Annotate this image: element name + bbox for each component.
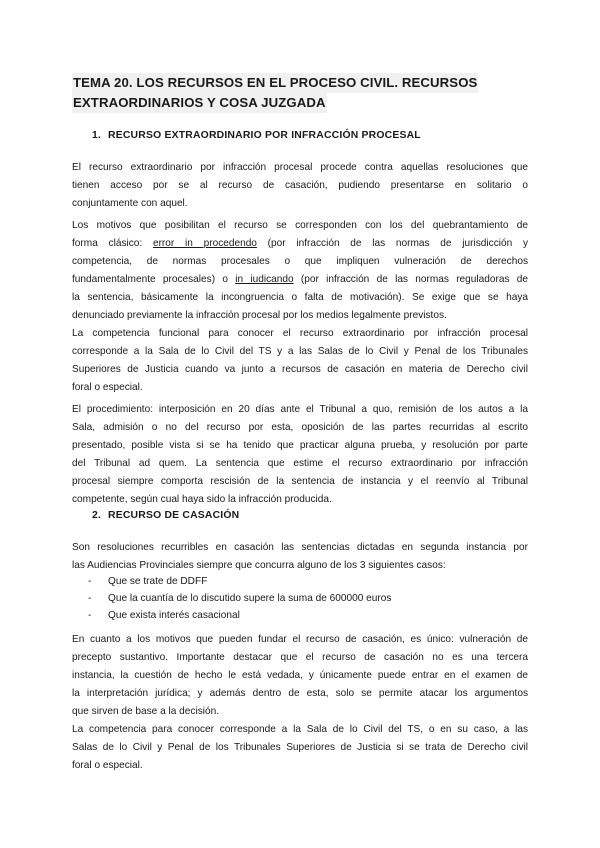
list-item: - Que exista interés casacional <box>88 610 240 621</box>
text-line: En cuanto a los motivos que pueden fundar el recurso de casación, es único: vulneración de <box>72 634 528 645</box>
s1-paragraph-1 <box>72 159 528 213</box>
title-line-1: TEMA 20. LOS RECURSOS EN EL PROCESO CIVIL. RECURSOS <box>72 73 478 93</box>
text-line: competencia, de normas procesales o que impliquen vulneración de derechos <box>72 256 528 267</box>
section-2-heading <box>92 510 239 521</box>
text-line: foral o especial. <box>72 382 143 393</box>
list-item-text: Que la cuantía de lo discutido supere la suma de 600000 euros <box>108 593 392 604</box>
text-line: El procedimiento: interposición en 20 días ante el Tribunal a quo, remisión de los autos a la <box>72 404 528 415</box>
text-fragment: forma clásico: <box>72 238 153 249</box>
text-line: El recurso extraordinario por infracción procesal procede contra aquellas resoluciones que <box>72 162 528 173</box>
list-item-text: Que exista interés casacional <box>108 610 240 621</box>
page-title <box>72 73 532 113</box>
text-line: que sirven de base a la decisión. <box>72 706 220 717</box>
list-item: - Que la cuantía de lo discutido supere la suma de 600000 euros <box>88 593 392 604</box>
text-line: Los motivos que posibilitan el recurso se corresponden con los del quebrantamiento de <box>72 220 528 231</box>
text-line: denunciado previamente la infracción procesal por los medios legalmente previstos. <box>72 310 447 321</box>
text-line: la interpretación jurídica; y además dentro de esta, solo se permite atacar los argumentos <box>72 688 528 699</box>
s1-paragraph-2 <box>72 217 528 325</box>
text-fragment: (por infracción de las normas de jurisdicción y <box>256 238 528 249</box>
text-line: La competencia funcional para conocer el recurso extraordinario por infracción procesal <box>72 328 528 339</box>
text-fragment: (por infracción de las normas reguladoras de <box>293 274 529 285</box>
s2-bullet-list <box>88 573 391 624</box>
s1-paragraph-4 <box>72 401 528 509</box>
section-2-number: 2. <box>92 510 102 521</box>
text-line: corresponde a la Sala de lo Civil del TS y a las Salas de lo Civil y Penal de los Tribunales <box>72 346 528 357</box>
section-1-heading <box>92 130 421 141</box>
text-line: La competencia para conocer corresponde a la Sala de lo Civil del TS, o en su caso, a las <box>72 724 528 735</box>
text-line: presentado, posible vista si se ha tenido que practicar alguna prueba, y resolución por parte <box>72 440 528 451</box>
list-item-text: Que se trate de DDFF <box>108 576 208 587</box>
text-line: tienen acceso por se al recurso de casación, pudiendo presentarse en solitario o <box>72 180 528 191</box>
section-1-title: RECURSO EXTRAORDINARIO POR INFRACCIÓN PROCESAL <box>108 130 421 141</box>
s2-paragraph-2 <box>72 631 528 721</box>
text-line: Salas de lo Civil y Penal de los Tribunales Superiores de Justicia si se trata de Derecho civil <box>72 742 528 753</box>
text-line: del Tribunal ad quem. La sentencia que estime el recurso extraordinario por infracción <box>72 458 528 469</box>
text-line: la sentencia, básicamente la incongruencia o falta de motivación). Se exige que se haya <box>72 292 528 303</box>
text-line: foral o especial. <box>72 760 143 771</box>
section-1-number: 1. <box>92 130 102 141</box>
title-line-2: EXTRAORDINARIOS Y COSA JUZGADA <box>72 93 327 113</box>
s1-paragraph-3 <box>72 325 528 397</box>
text-line: instancia, la cuestión de hecho le está vedada, y únicamente puede entrar en el examen de <box>72 670 528 681</box>
text-line: Superiores de Justicia cuando va junto a recursos de casación en materia de Derecho civil <box>72 364 528 375</box>
s2-paragraph-1 <box>72 539 528 575</box>
text-line: conjuntamente con aquel. <box>72 198 188 209</box>
text-line: procesal siempre comporta rescisión de la sentencia de instancia y el reenvío al Tribunal <box>72 476 528 487</box>
text-line: Sala, admisión o no del recurso por esta, oposición de las partes recurridas al escrito <box>72 422 528 433</box>
text-fragment: fundamentalmente procesales) o <box>72 274 236 285</box>
text-line: competente, según cual haya sido la infracción producida. <box>72 494 332 505</box>
underlined-term: error in procedendo <box>152 238 257 249</box>
underlined-term: in iudicando <box>235 274 294 285</box>
list-item: - Que se trate de DDFF <box>88 576 208 587</box>
text-line: las Audiencias Provinciales siempre que concurra alguno de los 3 siguientes casos: <box>72 560 446 571</box>
text-line: precepto sustantivo. Importante destacar que el recurso de casación no es una tercera <box>72 652 528 663</box>
s2-paragraph-3 <box>72 721 528 775</box>
text-line: Son resoluciones recurribles en casación las sentencias dictadas en segunda instancia por <box>72 542 528 553</box>
section-2-title: RECURSO DE CASACIÓN <box>108 510 240 521</box>
text-line <box>72 271 528 289</box>
text-line <box>72 235 528 253</box>
